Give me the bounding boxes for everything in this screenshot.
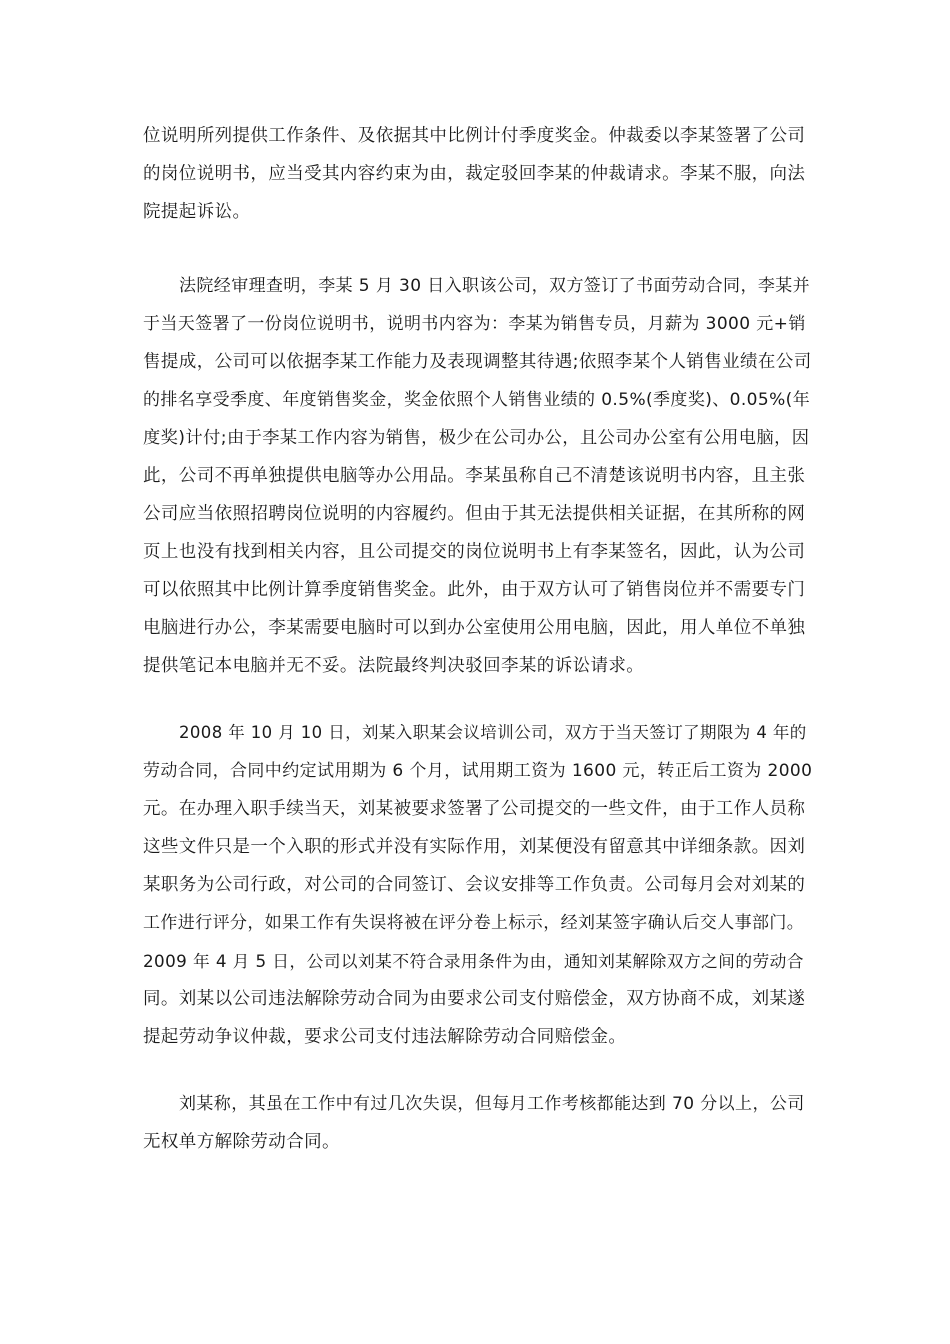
paragraph-line: 2008 年 10 月 10 日，刘某入职某会议培训公司，双方于当天签订了期限为 4 年的 bbox=[179, 723, 807, 742]
paragraph-line: 同。刘某以公司违法解除劳动合同为由要求公司支付赔偿金，双方协商不成，刘某遂 bbox=[143, 989, 806, 1009]
paragraph-line: 位说明所列提供工作条件、及依据其中比例计付季度奖金。仲裁委以李某签署了公司 bbox=[143, 126, 806, 146]
paragraph-line: 工作进行评分，如果工作有失误将被在评分卷上标示，经刘某签字确认后交人事部门。 bbox=[143, 913, 805, 933]
paragraph-line: 法院经审理查明，李某 5 月 30 日入职该公司，双方签订了书面劳动合同，李某并 bbox=[179, 276, 811, 296]
paragraph-line: 度奖)计付;由于李某工作内容为销售，极少在公司办公，且公司办公室有公用电脑，因 bbox=[143, 428, 810, 448]
paragraph-line: 元。在办理入职手续当天，刘某被要求签署了公司提交的一些文件，由于工作人员称 bbox=[143, 799, 806, 819]
paragraph-line: 的岗位说明书，应当受其内容约束为由，裁定驳回李某的仲裁请求。李某不服，向法 bbox=[143, 164, 806, 184]
paragraph-line: 劳动合同，合同中约定试用期为 6 个月，试用期工资为 1600 元，转正后工资为 2000 bbox=[143, 761, 813, 781]
paragraph-1 bbox=[143, 117, 811, 231]
paragraph-line: 售提成，公司可以依据李某工作能力及表现调整其待遇;依照李某个人销售业绩在公司 bbox=[143, 352, 812, 372]
paragraph-line: 电脑进行办公，李某需要电脑时可以到办公室使用公用电脑，因此，用人单位不单独 bbox=[143, 618, 806, 638]
paragraph-line: 此，公司不再单独提供电脑等办公用品。李某虽称自己不清楚该说明书内容，且主张 bbox=[143, 466, 806, 486]
paragraph-line: 某职务为公司行政，对公司的合同签订、会议安排等工作负责。公司每月会对刘某的 bbox=[143, 875, 806, 895]
paragraph-4 bbox=[143, 1085, 811, 1161]
paragraph-2 bbox=[143, 267, 811, 685]
paragraph-line: 2009 年 4 月 5 日，公司以刘某不符合录用条件为由，通知刘某解除双方之间的劳动合 bbox=[143, 951, 804, 971]
paragraph-line: 的排名享受季度、年度销售奖金，奖金依照个人销售业绩的 0.5%(季度奖)、0.05%(年 bbox=[143, 390, 811, 410]
paragraph-line: 页上也没有找到相关内容，且公司提交的岗位说明书上有李某签名，因此，认为公司 bbox=[143, 542, 806, 562]
paragraph-line: 于当天签署了一份岗位说明书，说明书内容为：李某为销售专员，月薪为 3000 元+销 bbox=[143, 314, 806, 334]
paragraph-line: 提供笔记本电脑并无不妥。法院最终判决驳回李某的诉讼请求。 bbox=[143, 656, 645, 676]
paragraph-line: 刘某称，其虽在工作中有过几次失误，但每月工作考核都能达到 70 分以上，公司 bbox=[179, 1094, 805, 1114]
paragraph-line: 可以依照其中比例计算季度销售奖金。此外，由于双方认可了销售岗位并不需要专门 bbox=[143, 580, 806, 600]
paragraph-line: 公司应当依照招聘岗位说明的内容履约。但由于其无法提供相关证据，在其所称的网 bbox=[143, 504, 806, 524]
paragraph-line: 这些文件只是一个入职的形式并没有实际作用，刘某便没有留意其中详细条款。因刘 bbox=[143, 837, 806, 857]
paragraph-3 bbox=[143, 714, 811, 1056]
paragraph-line: 提起劳动争议仲裁，要求公司支付违法解除劳动合同赔偿金。 bbox=[143, 1027, 627, 1047]
paragraph-line: 院提起诉讼。 bbox=[143, 202, 251, 222]
paragraph-line: 无权单方解除劳动合同。 bbox=[143, 1132, 340, 1152]
